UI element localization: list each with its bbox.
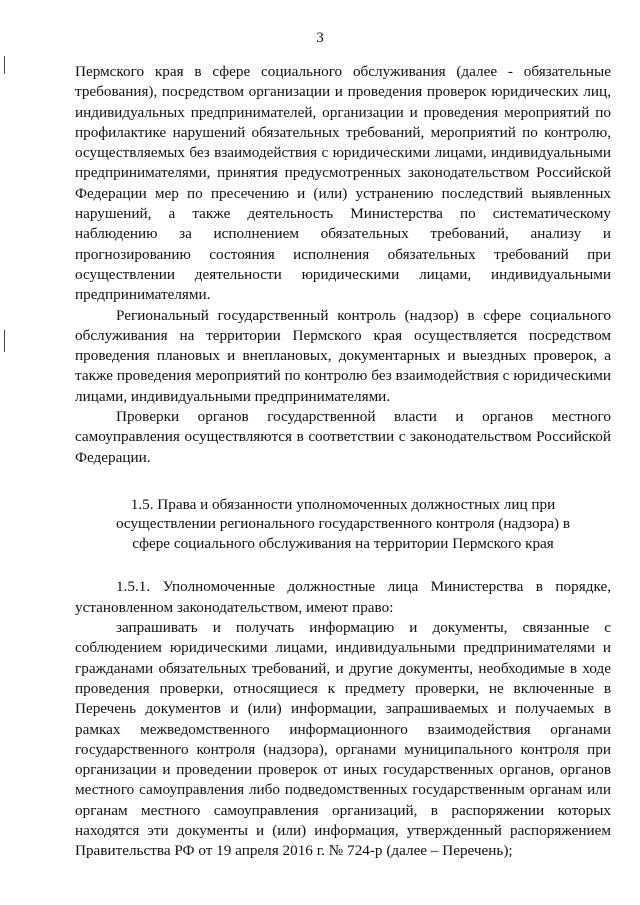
section-heading-1-5: 1.5. Права и обязанности уполномоченных должностных лиц при осуществлении регионального государственного контроля (надзора) в сфере социального обслуживания на территории Пермского края (115, 495, 571, 552)
paragraph-request-info: запрашивать и получать информацию и документы, связанные с соблюдением юридическими лицами, индивидуальными предпринимателями и гражданами обязательных требований, и другие документы, необходимые в ходе проведения проверки, относящиеся к предмету проверки, не включенные в Перечень документов и (или) информации, запрашиваемых и получаемых в рамках межведомственного информационного взаимодействия органами государственного контроля (надзора), органами муниципального контроля при организации и проведении проверок от иных государственных органов, органов местного самоуправления либо подведомственных государственным органам или органам местного самоуправления организаций, в распоряжении которых находятся эти документы и (или) информация, утвержденный распоряжением Правительства РФ от 19 апреля 2016 г. № 724-р (далее – Перечень); (75, 619, 611, 860)
paragraph-inspections: Проверки органов государственной власти и органов местного самоуправления осуществляются в соответствии с законодательством Российской Федерации. (75, 408, 611, 466)
paragraph-regional-control: Региональный государственный контроль (надзор) в сфере социального обслуживания на территории Пермского края осуществляется посредством проведения плановых и внеплановых, документарных и выездных проверок, а также проведения мероприятий по контролю без взаимодействия с юридическими лицами, индивидуальными предпринимателями. (75, 306, 611, 405)
document-body (75, 62, 611, 862)
paragraph-continuation: Пермского края в сфере социального обслуживания (далее - обязательные требования), посредством организации и проведения проверок юридических лиц, индивидуальных предпринимателей, организации и проведения мероприятий по профилактике нарушений обязательных требований, мероприятий по контролю, осуществляемых без взаимодействия с юридическими лицами, индивидуальными предпринимателями, принятия предусмотренных законодательством Российской Федерации мер по пресечению и (или) устранению последствий выявленных нарушений, а также деятельность Министерства по систематическому наблюдению за исполнением обязательных требований, анализу и прогнозированию состояния исполнения обязательных требований при осуществлении деятельности юридическими лицами, индивидуальными предпринимателями. (75, 63, 611, 304)
page-number: 3 (316, 30, 324, 46)
scan-edge-mark-top (4, 56, 5, 74)
scan-edge-mark-bottom (4, 330, 5, 352)
paragraph-1-5-1: 1.5.1. Уполномоченные должностные лица Министерства в порядке, установленном законодательством, имеют право: (75, 578, 611, 616)
